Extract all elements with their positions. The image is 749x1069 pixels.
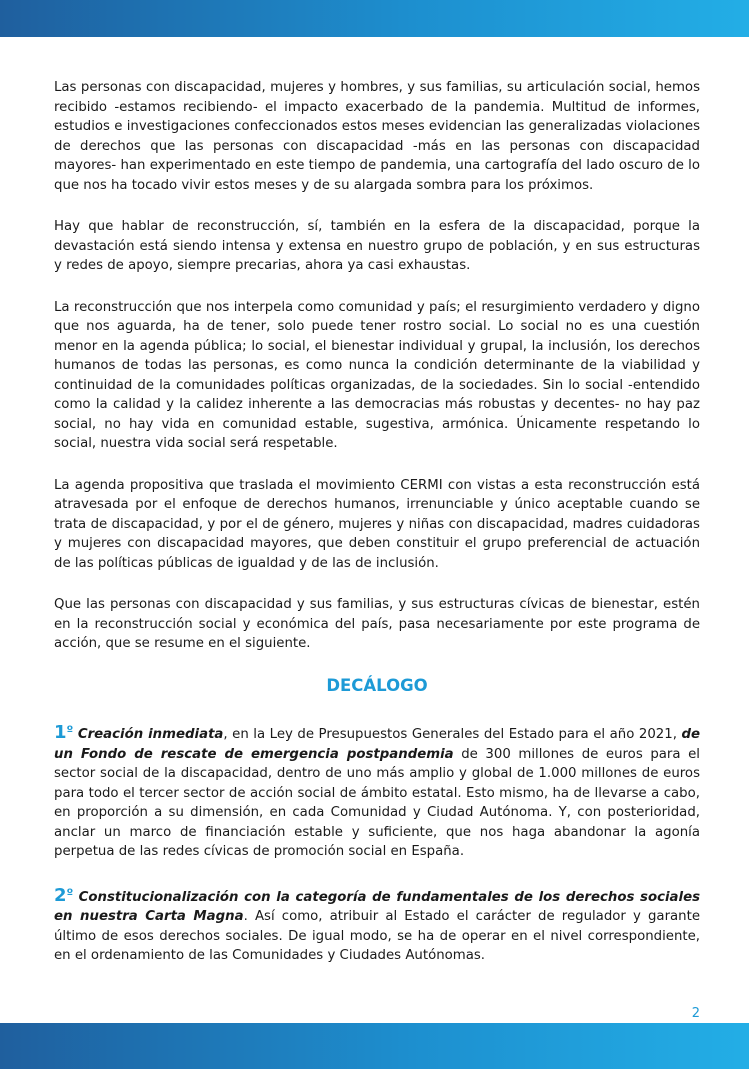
item-text: de 300 millones de euros para el sector social de la discapacidad, dentro de uno más amplio y global de 1.000 millones de euros para todo el tercer sector de acción social de ámbito estatal. Esto mismo, ha de llevarse a cabo, en proporción a su dimensión, en cada Comunidad y Ciudad Autónoma. Y, con posterioridad, anclar un marco de financiación estable y suficiente, que nos haga abandonar la agonía perpetua de las redes cívicas de promoción social en España. [54,746,700,859]
paragraph-5: Que las personas con discapacidad y sus familias, y sus estructuras cívicas de bienestar, estén en la reconstrucción social y económica del país, pasa necesariamente por este programa de acción, que se resume en el siguiente. [54,597,700,651]
header-band [0,0,749,37]
paragraph-3: La reconstrucción que nos interpela como comunidad y país; el resurgimiento verdadero y digno que nos aguarda, ha de tener, solo puede tener rostro social. Lo social no es una cuestión menor en la agenda pública; lo social, el bienestar individual y grupal, la inclusión, los derechos humanos de todas las personas, es como nunca la condición determinante de la viabilidad y continuidad de la comunidades políticas organizadas, de la sociedades. Sin lo social -entendido como la calidad y la calidez inherente a las democracias más robustas y decentes- no hay paz social, no hay vida en comunidad estable, sugestiva, armónica. Únicamente respetando lo social, nuestra vida social será respetable. [54,299,700,451]
item-text: . Así como, atribuir al Estado el carácter de regulador y garante último de esos derechos sociales. De igual modo, se ha de operar en el nivel correspondiente, en el ordenamiento de las Comunidades y Ciudades Autónomas. [54,909,701,963]
item-emphasis: Constitucionalización con la categoría de fundamentales de los derechos sociales en nuestra Carta Magna [54,889,700,924]
page-number: 2 [691,1006,700,1021]
decalogo-item-1 [54,721,700,862]
paragraph-2: Hay que hablar de reconstrucción, sí, también en la esfera de la discapacidad, porque la devastación está siendo intensa y extensa en nuestro grupo de población, y en sus estructuras y redes de apoyo, siempre precarias, ahora ya casi exhaustas. [54,219,700,273]
item-text: , en la Ley de Presupuestos Generales del Estado para el año 2021, [223,727,682,742]
paragraph-4: La agenda propositiva que traslada el movimiento CERMI con vistas a esta reconstrucción está atravesada por el enfoque de derechos humanos, irrenunciable y único aceptable cuando se trata de discapacidad, y por el de género, mujeres y niñas con discapacidad, madres cuidadoras y mujeres con discapacidad mayores, que deben constituir el grupo preferencial de actuación de las políticas públicas de igualdad y de las de inclusión. [54,477,700,571]
decalogo-item-2 [54,884,700,966]
document-body [54,78,700,988]
decalogo-heading: DECÁLOGO [326,675,428,695]
paragraph-1: Las personas con discapacidad, mujeres y hombres, y sus familias, su articulación social, hemos recibido -estamos recibiendo- el impacto exacerbado de la pandemia. Multitud de informes, estudios e investigaciones confeccionados estos meses evidencian las generalizadas violaciones de derechos que las personas con discapacidad -más en las personas con discapacidad mayores- han experimentado en este tiempo de pandemia, una cartografía del lado oscuro de lo que nos ha tocado vivir estos meses y de su alargada sombra para los próximos. [54,80,700,193]
item-emphasis: Creación inmediata [77,727,224,742]
item-number: $2^º$ [54,884,74,906]
footer-band [0,1023,749,1069]
item-number: $1^º$ [54,722,74,743]
item-emphasis: de un Fondo de rescate de emergencia postpandemia [54,727,700,762]
